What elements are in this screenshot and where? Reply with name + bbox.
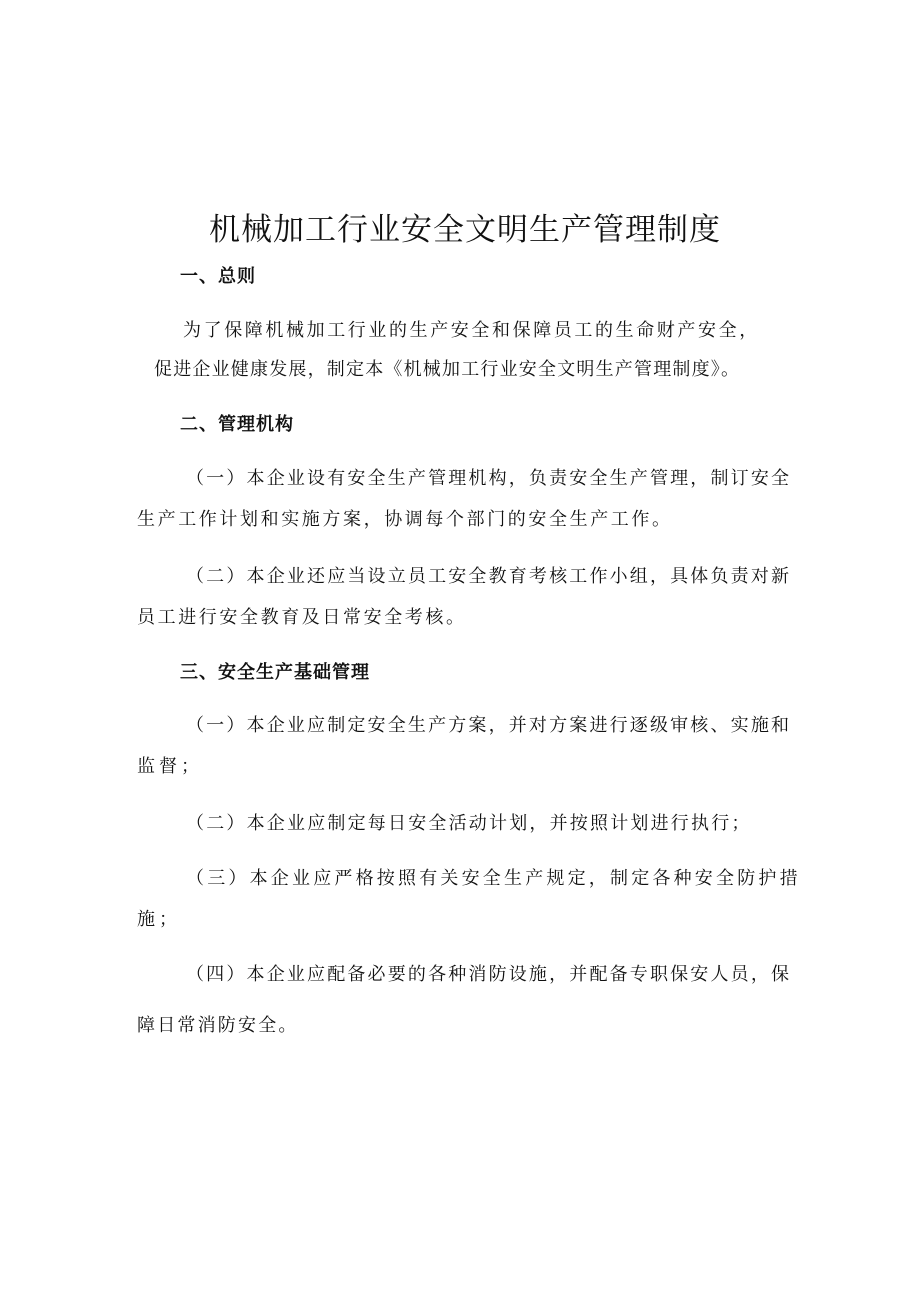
paragraph-line: （二）本企业还应当设立员工安全教育考核工作小组，具体负责对新 [186, 566, 789, 587]
paragraph-line: （一）本企业应制定安全生产方案，并对方案进行逐级审核、实施和 [186, 715, 789, 736]
paragraph-line: （一）本企业设有安全生产管理机构，负责安全生产管理，制订安全 [186, 468, 789, 489]
paragraph-line: （三）本企业应严格按照有关安全生产规定，制定各种安全防护措 [186, 868, 801, 889]
paragraph-line: 生产工作计划和实施方案，协调每个部门的安全生产工作。 [137, 509, 673, 530]
section-heading-organization: 二、管理机构 [180, 414, 294, 435]
paragraph-line: 促进企业健康发展，制定本《机械加工行业安全文明生产管理制度》。 [154, 359, 741, 380]
paragraph-line: 障日常消防安全。 [137, 1015, 299, 1036]
paragraph-line: （四）本企业应配备必要的各种消防设施，并配备专职保安人员，保 [186, 964, 789, 985]
paragraph-line: 员工进行安全教育及日常安全考核。 [137, 607, 467, 628]
document-title: 机械加工行业安全文明生产管理制度 [209, 212, 721, 248]
paragraph-line: （二）本企业应制定每日安全活动计划，并按照计划进行执行； [186, 813, 752, 834]
section-heading-general: 一、总则 [180, 266, 256, 287]
paragraph-line: 监督； [137, 756, 203, 777]
paragraph-line: 为了保障机械加工行业的生产安全和保障员工的生命财产安全， [183, 320, 760, 341]
paragraph-line: 施； [137, 909, 181, 930]
section-heading-basic-management: 三、安全生产基础管理 [180, 662, 370, 683]
